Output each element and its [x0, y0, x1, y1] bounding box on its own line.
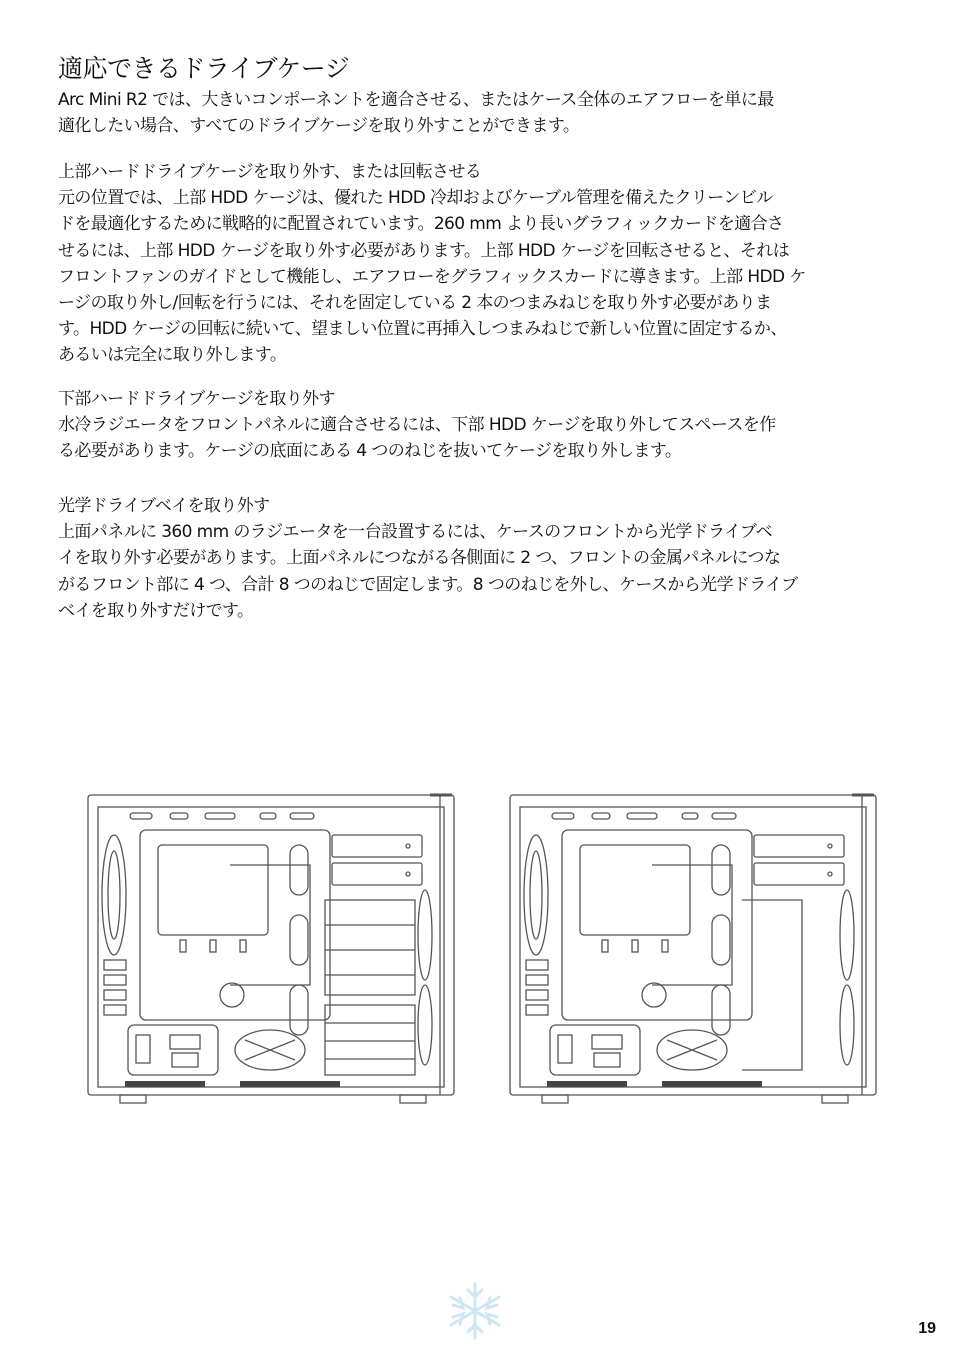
intro-paragraph: [58, 87, 898, 139]
text-line: ベイを取り外すだけです。: [58, 600, 254, 621]
text-line: ージの取り外し/回転を行うには、それを固定している 2 本のつまみねじを取り外す必要がありま: [58, 293, 772, 314]
page-title: 適応できるドライブケージ: [58, 54, 350, 83]
text-line: 上面パネルに 360 mm のラジエータを一台設置するには、ケースのフロントから光学ドライブベ: [58, 522, 773, 543]
text-line: がるフロント部に 4 つ、合計 8 つのねじで固定します。8 つのねじを外し、ケースから光学ドライブ: [58, 574, 798, 595]
page-number: 19: [918, 1320, 936, 1337]
text-line: フロントファンのガイドとして機能し、エアフローをグラフィックスカードに導きます。上部 HDD ケ: [58, 266, 806, 287]
snowflake-icon: [444, 1280, 506, 1342]
text-line: イを取り外す必要があります。上面パネルにつながる各側面に 2 つ、フロントの金属パネルにつな: [58, 548, 781, 569]
section-optical-drive-bay: [58, 493, 898, 624]
text-line: Arc Mini R2 では、大きいコンポーネントを適合させる、またはケース全体のエアフローを単に最: [58, 90, 774, 110]
case-diagram-without-cages: [502, 785, 882, 1115]
text-line: ドを最適化するために戦略的に配置されています。260 mm より長いグラフィックカードを適合さ: [58, 214, 784, 235]
case-diagram-with-cages: [80, 785, 460, 1115]
section-lower-hdd-cage: [58, 386, 898, 465]
section-heading: 光学ドライブベイを取り外す: [58, 496, 270, 516]
text-line: 水冷ラジエータをフロントパネルに適合させるには、下部 HDD ケージを取り外してスペースを作: [58, 415, 776, 436]
text-line: る必要があります。ケージの底面にある 4 つのねじを抜いてケージを取り外します。: [58, 441, 682, 462]
text-line: 元の位置では、上部 HDD ケージは、優れた HDD 冷却およびケーブル管理を備えたクリーンビル: [58, 188, 773, 209]
text-line: あるいは完全に取り外します。: [58, 345, 287, 366]
text-line: す。HDD ケージの回転に続いて、望ましい位置に再挿入しつまみねじで新しい位置に固定するか、: [58, 319, 787, 340]
section-heading: 下部ハードドライブケージを取り外す: [58, 389, 335, 409]
text-line: せるには、上部 HDD ケージを取り外す必要があります。上部 HDD ケージを回転させると、それは: [58, 240, 790, 261]
text-line: 適化したい場合、すべてのドライブケージを取り外すことができます。: [58, 116, 580, 137]
section-heading: 上部ハードドライブケージを取り外す、または回転させる: [58, 162, 482, 182]
section-upper-hdd-cage: [58, 159, 898, 369]
